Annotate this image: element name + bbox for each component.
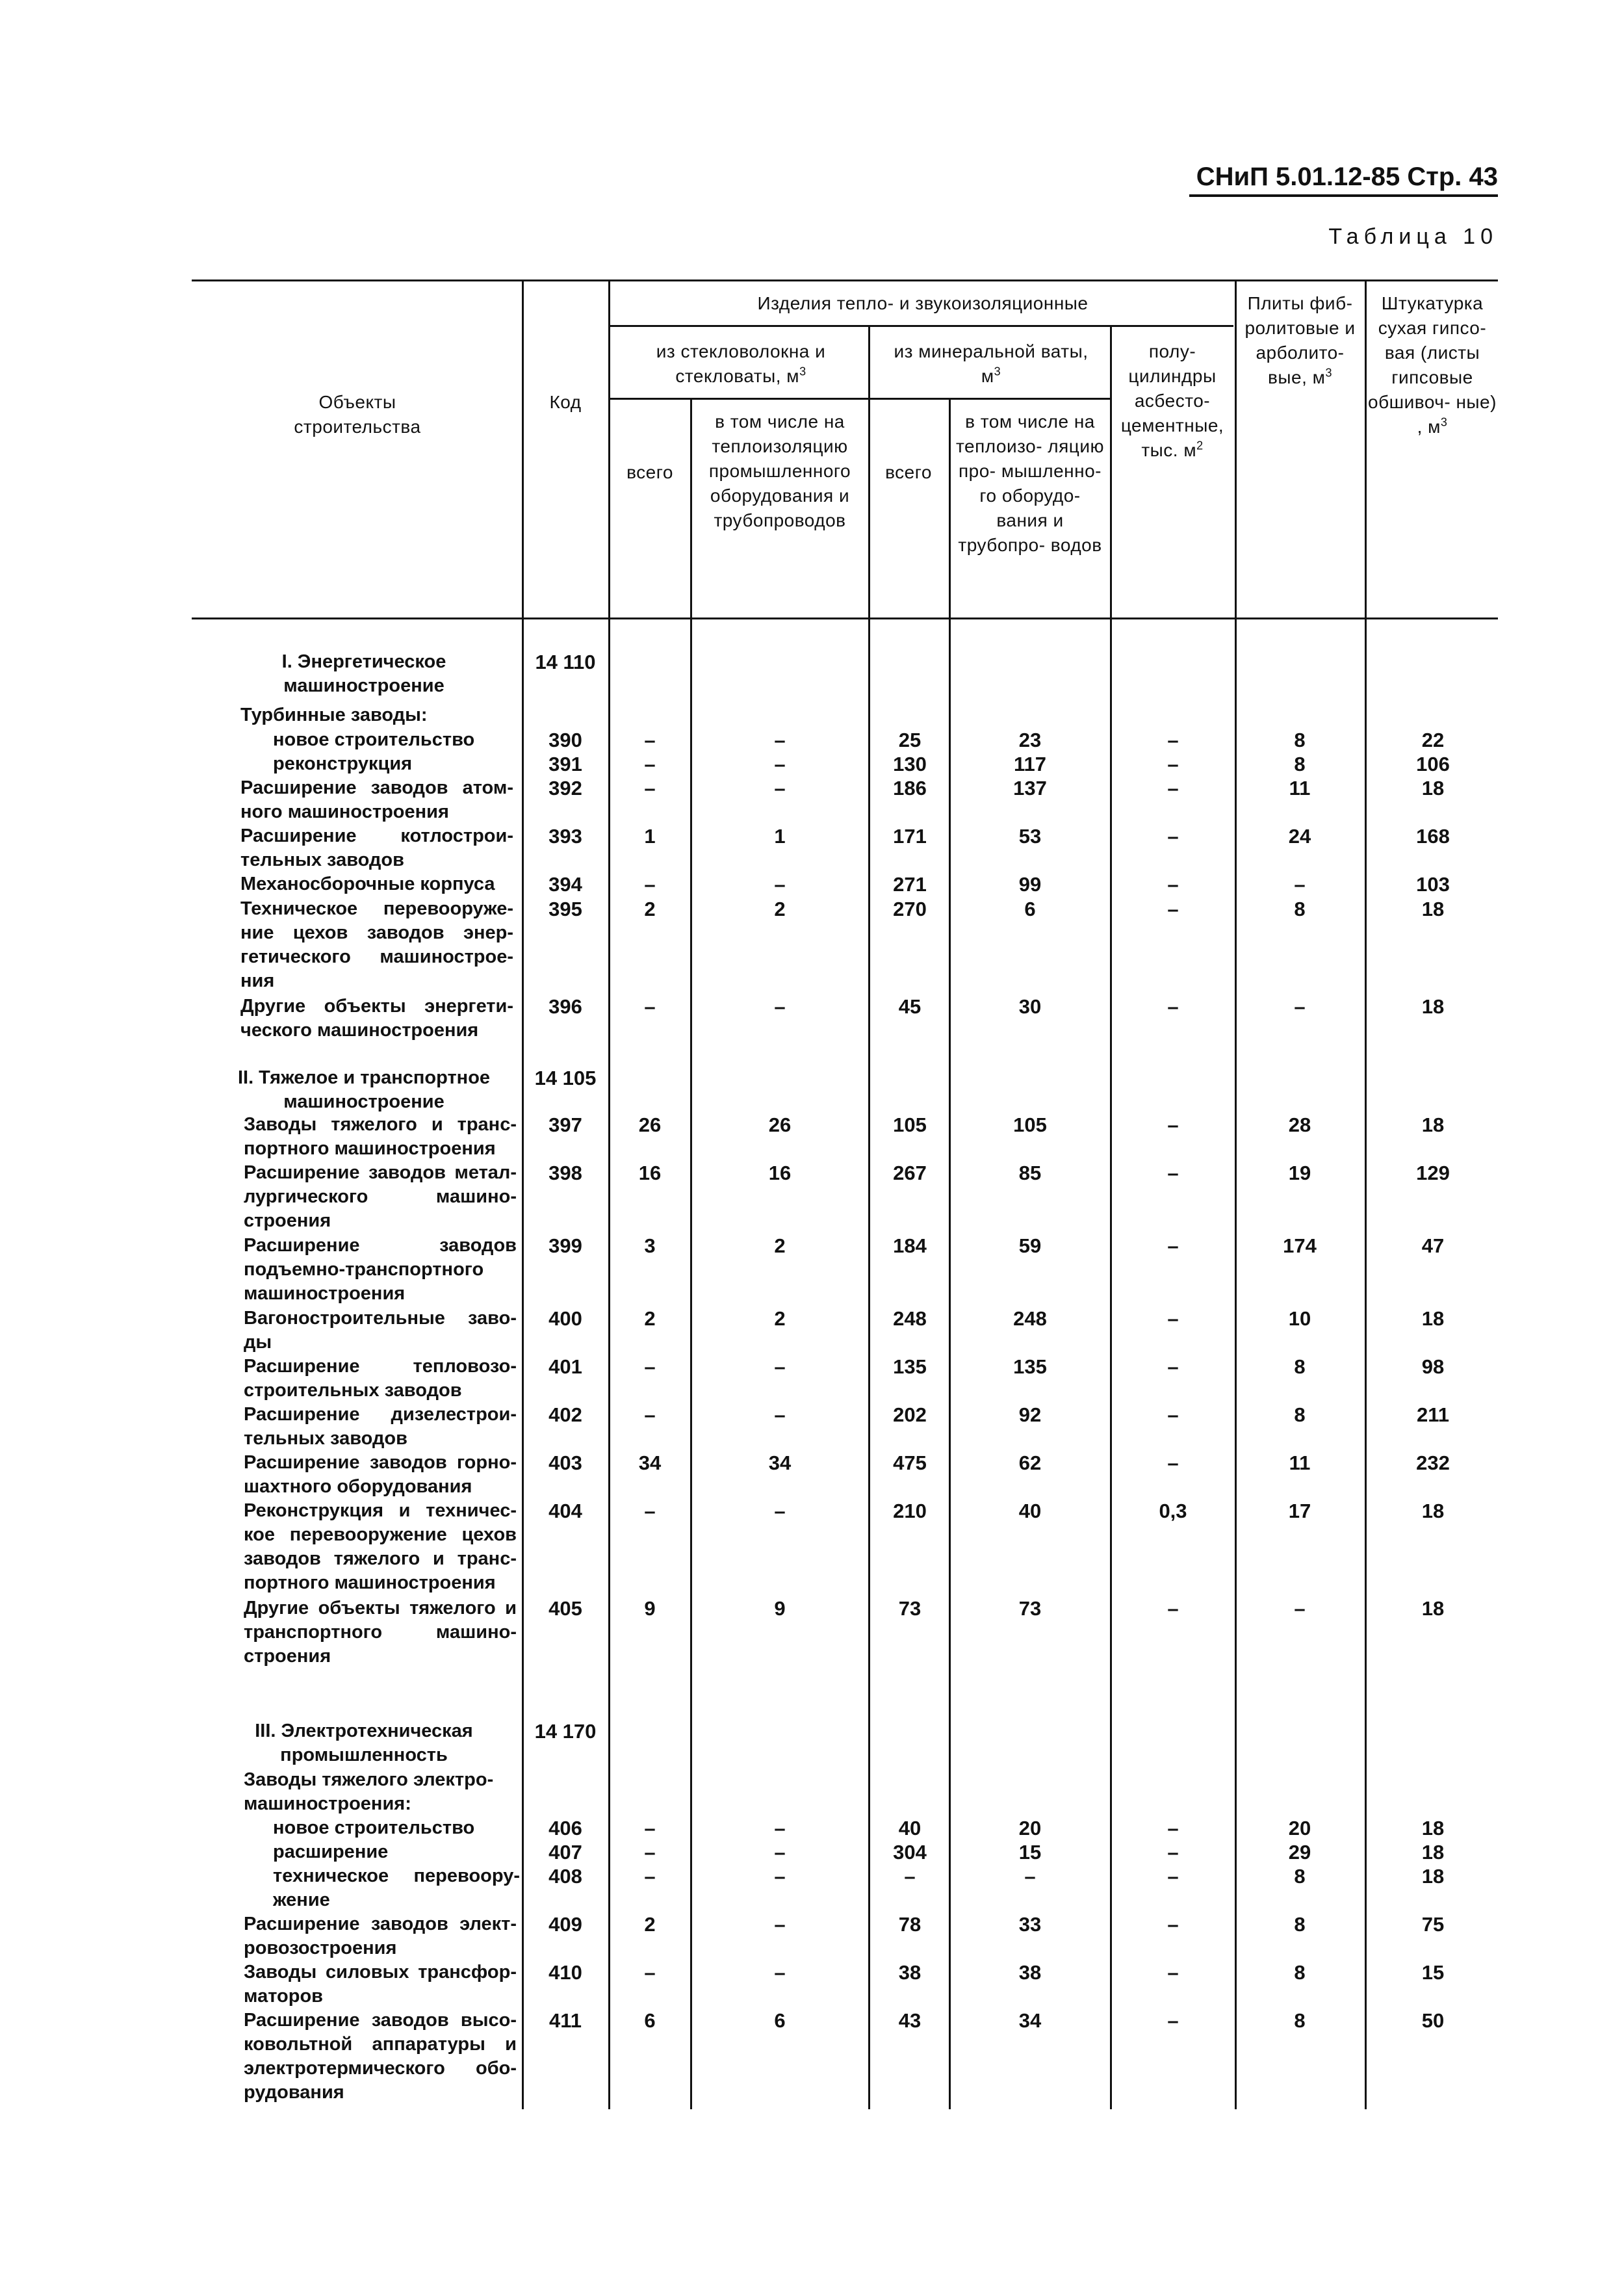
- row-value: 9: [774, 1597, 786, 1620]
- row-code: 390: [548, 729, 582, 751]
- row-value: 25: [898, 729, 922, 751]
- row-value: –: [774, 753, 786, 775]
- row-value: –: [1167, 2009, 1179, 2032]
- row-value: –: [1167, 1841, 1179, 1864]
- row-code: 408: [548, 1865, 582, 1888]
- row-value: –: [644, 753, 656, 775]
- row-value: 73: [898, 1597, 922, 1620]
- row-value: 130: [893, 753, 927, 775]
- row-value: 2: [644, 1913, 656, 1936]
- row-value: 174: [1283, 1234, 1317, 1257]
- row-value: 2: [644, 898, 656, 920]
- row-value: 43: [898, 2009, 922, 2032]
- row-value: –: [1167, 777, 1179, 800]
- row-value: 171: [893, 825, 927, 848]
- row-value: –: [1167, 898, 1179, 920]
- row-value: –: [774, 1865, 786, 1888]
- row-value: 2: [774, 898, 786, 920]
- row-value: 29: [1288, 1841, 1311, 1864]
- row-value: –: [1167, 995, 1179, 1018]
- row-value: 15: [1421, 1961, 1445, 1984]
- row-value: 168: [1416, 825, 1450, 848]
- row-object-name: Реконструкция и техничес- кое перевооружение цехов заводов тяжелого и транс- портного машиностроения: [244, 1500, 517, 1593]
- row-value: 33: [1018, 1913, 1042, 1936]
- section-title: I. Энергетическое машиностроение: [281, 651, 446, 696]
- subgroup-header-rule: [610, 398, 1110, 400]
- header-bottom-rule: [192, 618, 1498, 619]
- row-code: 395: [548, 898, 582, 920]
- row-value: 16: [768, 1162, 792, 1184]
- header-glass-total: всего: [626, 462, 673, 482]
- row-value: –: [774, 1913, 786, 1936]
- row-value: 8: [1294, 729, 1306, 751]
- header-mineral-incl: в том числе на теплоизо- ляцию про- мышленно- го оборудо- вания и трубопро- водов: [956, 411, 1104, 555]
- row-object-name: Расширение заводов подъемно-транспортного машиностроения: [244, 1235, 517, 1304]
- row-value: 75: [1421, 1913, 1445, 1936]
- row-value: 34: [768, 1451, 792, 1474]
- row-value: 105: [1013, 1113, 1047, 1136]
- row-value: 8: [1294, 1961, 1306, 1984]
- header-group: Изделия тепло- и звукоизоляционные: [757, 293, 1089, 313]
- row-object-name: Расширение заводов высо- ковольтной аппаратуры и электротермического обо- рудования: [244, 2010, 517, 2103]
- row-value: –: [644, 1817, 656, 1840]
- row-value: 18: [1421, 1307, 1445, 1330]
- row-code: 402: [548, 1403, 582, 1426]
- row-value: –: [1294, 995, 1306, 1018]
- row-object-name: Другие объекты тяжелого и транспортного машино- строения: [244, 1598, 517, 1667]
- row-value: 232: [1416, 1451, 1450, 1474]
- row-value: 59: [1018, 1234, 1042, 1257]
- row-value: 19: [1288, 1162, 1311, 1184]
- row-value: 105: [893, 1113, 927, 1136]
- row-value: –: [1167, 1597, 1179, 1620]
- row-value: –: [1167, 1307, 1179, 1330]
- row-object-name: Расширение заводов элект- ровозостроения: [244, 1914, 517, 1958]
- row-value: –: [774, 729, 786, 751]
- row-value: 85: [1018, 1162, 1042, 1184]
- row-value: 11: [1289, 1451, 1311, 1474]
- row-code: 393: [548, 825, 582, 848]
- row-object-name: Вагоностроительные заво- ды: [244, 1308, 517, 1353]
- row-code: 396: [548, 995, 582, 1018]
- row-value: –: [1167, 729, 1179, 751]
- row-value: 202: [893, 1403, 927, 1426]
- row-code: 410: [548, 1961, 582, 1984]
- table-caption: Таблица 10: [1328, 224, 1498, 249]
- row-value: 211: [1416, 1403, 1449, 1426]
- row-value: 271: [893, 873, 927, 896]
- row-value: –: [644, 873, 656, 896]
- row-value: 73: [1018, 1597, 1042, 1620]
- row-value: 20: [1288, 1817, 1311, 1840]
- row-object-name: техническое перевоору- жение: [273, 1866, 520, 1910]
- header-mineral-total: всего: [885, 462, 932, 482]
- row-value: –: [774, 1961, 786, 1984]
- row-code: 403: [548, 1451, 582, 1474]
- row-code: 406: [548, 1817, 582, 1840]
- row-value: 2: [644, 1307, 656, 1330]
- row-code: 411: [548, 2009, 582, 2032]
- row-value: 47: [1421, 1234, 1445, 1257]
- header-code: Код: [549, 392, 582, 412]
- row-value: 18: [1421, 777, 1445, 800]
- row-object-name: Заводы тяжелого и транс- портного машиностроения: [244, 1114, 517, 1159]
- row-value: –: [774, 1841, 786, 1864]
- row-value: –: [1167, 1961, 1179, 1984]
- row-value: 8: [1294, 753, 1306, 775]
- row-object-name: Расширение заводов метал- лургического машино- строения: [244, 1162, 517, 1231]
- row-value: –: [774, 873, 786, 896]
- row-object-name: Заводы силовых трансфор- маторов: [244, 1962, 517, 2007]
- row-value: –: [1167, 1234, 1179, 1257]
- header-glass: из стекловолокна и стекловаты, $м^3$: [656, 341, 826, 386]
- row-value: 28: [1288, 1113, 1311, 1136]
- header-half-cylinders: полу- цилиндры асбесто- цементные, тыс. $м^2$: [1120, 341, 1224, 460]
- row-value: –: [644, 1961, 656, 1984]
- section-title: III. Электротехническая промышленность: [255, 1721, 473, 1765]
- row-value: –: [644, 1500, 656, 1522]
- section-title: II. Тяжелое и транспортное машиностроение: [237, 1067, 491, 1112]
- row-value: 18: [1421, 1817, 1445, 1840]
- row-value: 23: [1018, 729, 1042, 751]
- row-value: –: [774, 995, 786, 1018]
- row-value: 22: [1421, 729, 1445, 751]
- row-value: –: [1167, 1817, 1179, 1840]
- row-object-name: Расширение котлострои- тельных заводов: [240, 826, 513, 870]
- row-object-name: Механосборочные корпуса: [240, 874, 495, 894]
- row-value: –: [1167, 873, 1179, 896]
- row-value: 18: [1421, 1113, 1445, 1136]
- row-value: –: [1167, 1913, 1179, 1936]
- row-value: 40: [1018, 1500, 1042, 1522]
- row-value: 38: [898, 1961, 922, 1984]
- row-value: 18: [1421, 1865, 1445, 1888]
- row-value: 1: [774, 825, 786, 848]
- row-value: 10: [1288, 1307, 1311, 1330]
- row-value: 53: [1018, 825, 1042, 848]
- row-value: –: [1167, 1162, 1179, 1184]
- row-code: 391: [548, 753, 582, 775]
- row-object-name: Расширение заводов атом- ного машиностроения: [240, 777, 513, 822]
- row-value: –: [1167, 1451, 1179, 1474]
- row-object-name: Другие объекты энергети- ческого машиностроения: [240, 996, 513, 1041]
- row-value: 34: [1018, 2009, 1042, 2032]
- row-value: 6: [644, 2009, 656, 2032]
- row-value: 38: [1018, 1961, 1042, 1984]
- row-value: 186: [893, 777, 927, 800]
- row-value: 18: [1421, 995, 1445, 1018]
- row-value: 17: [1288, 1500, 1311, 1522]
- row-value: 248: [1013, 1307, 1047, 1330]
- row-value: 50: [1421, 2009, 1445, 2032]
- row-value: 8: [1294, 1913, 1306, 1936]
- row-value: 267: [893, 1162, 927, 1184]
- row-object-name: Техническое перевооруже- ние цехов заводов энер- гетического машинострое- ния: [240, 898, 513, 991]
- row-value: 30: [1018, 995, 1042, 1018]
- row-value: –: [1294, 1597, 1306, 1620]
- header-plaster: Штукатурка сухая гипсо- вая (листы гипсовые обшивоч- ные) , $м^3$: [1368, 293, 1497, 437]
- row-value: –: [1167, 1355, 1179, 1378]
- row-value: –: [774, 1403, 786, 1426]
- row-value: 129: [1416, 1162, 1450, 1184]
- row-object-name: реконструкция: [273, 753, 413, 774]
- row-value: 0,3: [1159, 1500, 1187, 1522]
- row-value: 2: [774, 1307, 786, 1330]
- group-header-rule: [610, 325, 1233, 327]
- row-value: 45: [898, 995, 922, 1018]
- row-value: 15: [1018, 1841, 1042, 1864]
- row-value: –: [774, 1355, 786, 1378]
- row-value: 26: [768, 1113, 792, 1136]
- row-value: 92: [1018, 1403, 1042, 1426]
- row-code: 407: [548, 1841, 582, 1864]
- row-value: 6: [774, 2009, 786, 2032]
- col-divider-mineral-halfcyl: [1110, 325, 1112, 2109]
- row-value: 9: [644, 1597, 656, 1620]
- row-code: 405: [548, 1597, 582, 1620]
- subhead: Турбинные заводы:: [240, 705, 428, 725]
- row-value: –: [644, 729, 656, 751]
- row-value: 304: [893, 1841, 927, 1864]
- row-value: –: [904, 1865, 916, 1888]
- row-value: 248: [893, 1307, 927, 1330]
- row-code: 394: [548, 873, 582, 896]
- row-value: –: [1294, 873, 1306, 896]
- row-value: –: [1167, 753, 1179, 775]
- row-value: –: [644, 1865, 656, 1888]
- row-value: –: [644, 1403, 656, 1426]
- header-fiber: Плиты фиб- ролитовые и арболито- вые, $м^3$: [1244, 293, 1356, 387]
- row-value: 103: [1416, 873, 1450, 896]
- row-value: 117: [1013, 753, 1046, 775]
- row-code: 404: [548, 1500, 582, 1522]
- row-value: 40: [898, 1817, 922, 1840]
- row-value: 8: [1294, 1403, 1306, 1426]
- row-object-name: Расширение заводов горно- шахтного оборудования: [244, 1452, 517, 1497]
- row-value: 20: [1018, 1817, 1042, 1840]
- section-code: 14 170: [534, 1720, 597, 1743]
- row-value: 184: [893, 1234, 927, 1257]
- row-value: 2: [774, 1234, 786, 1257]
- row-code: 399: [548, 1234, 582, 1257]
- row-value: 6: [1024, 898, 1036, 920]
- row-value: 99: [1018, 873, 1042, 896]
- row-code: 400: [548, 1307, 582, 1330]
- row-value: 8: [1294, 1865, 1306, 1888]
- row-value: 11: [1289, 777, 1311, 800]
- col-divider-fiber-plaster: [1365, 280, 1367, 2109]
- row-value: –: [1167, 1865, 1179, 1888]
- row-object-name: новое строительство: [273, 1817, 475, 1838]
- row-value: 62: [1018, 1451, 1042, 1474]
- row-value: –: [644, 995, 656, 1018]
- row-value: 16: [638, 1162, 662, 1184]
- row-value: 270: [893, 898, 927, 920]
- row-value: 137: [1013, 777, 1047, 800]
- row-code: 401: [548, 1355, 582, 1378]
- row-object-name: расширение: [273, 1841, 389, 1862]
- row-value: –: [644, 1355, 656, 1378]
- row-value: –: [1167, 1113, 1179, 1136]
- row-value: –: [774, 1500, 786, 1522]
- row-value: –: [1024, 1865, 1036, 1888]
- row-value: 210: [893, 1500, 927, 1522]
- row-value: 78: [898, 1913, 922, 1936]
- section-code: 14 110: [535, 651, 596, 673]
- row-value: 8: [1294, 1355, 1306, 1378]
- row-value: 106: [1416, 753, 1450, 775]
- row-code: 398: [548, 1162, 582, 1184]
- row-value: –: [1167, 1403, 1179, 1426]
- row-value: 18: [1421, 1500, 1445, 1522]
- col-divider-halfcyl-fiber: [1235, 280, 1237, 2109]
- row-value: 18: [1421, 1841, 1445, 1864]
- row-code: 392: [548, 777, 582, 800]
- row-value: 34: [638, 1451, 662, 1474]
- row-value: 8: [1294, 2009, 1306, 2032]
- table-top-rule: [192, 280, 1498, 281]
- row-code: 409: [548, 1913, 582, 1936]
- row-value: 24: [1288, 825, 1311, 848]
- page-header: СНиП 5.01.12-85 Стр. 43: [1189, 162, 1498, 197]
- row-value: –: [774, 1817, 786, 1840]
- section-code: 14 105: [534, 1067, 597, 1089]
- subhead: Заводы тяжелого электро- машиностроения:: [244, 1769, 494, 1814]
- row-value: 135: [1013, 1355, 1047, 1378]
- header-mineral: из минеральной ваты, $м^3$: [894, 341, 1089, 386]
- row-value: 3: [644, 1234, 656, 1257]
- row-value: 8: [1294, 898, 1306, 920]
- row-value: –: [644, 777, 656, 800]
- row-value: –: [774, 777, 786, 800]
- row-value: –: [1167, 825, 1179, 848]
- row-value: –: [644, 1841, 656, 1864]
- row-value: 98: [1421, 1355, 1445, 1378]
- row-object-name: Расширение дизелестрои- тельных заводов: [244, 1404, 517, 1449]
- row-value: 18: [1421, 1597, 1445, 1620]
- row-value: 475: [893, 1451, 927, 1474]
- row-value: 1: [644, 825, 656, 848]
- row-object-name: новое строительство: [273, 729, 475, 750]
- row-object-name: Расширение тепловозо- строительных заводов: [244, 1356, 517, 1401]
- row-code: 397: [548, 1113, 582, 1136]
- row-value: 135: [893, 1355, 927, 1378]
- header-glass-incl: в том числе на теплоизоляцию промышленного оборудования и трубопроводов: [708, 411, 851, 530]
- row-value: 26: [638, 1113, 662, 1136]
- header-objects: Объекты строительства: [294, 392, 421, 437]
- row-value: 18: [1421, 898, 1445, 920]
- col-divider-code-left: [522, 280, 524, 2109]
